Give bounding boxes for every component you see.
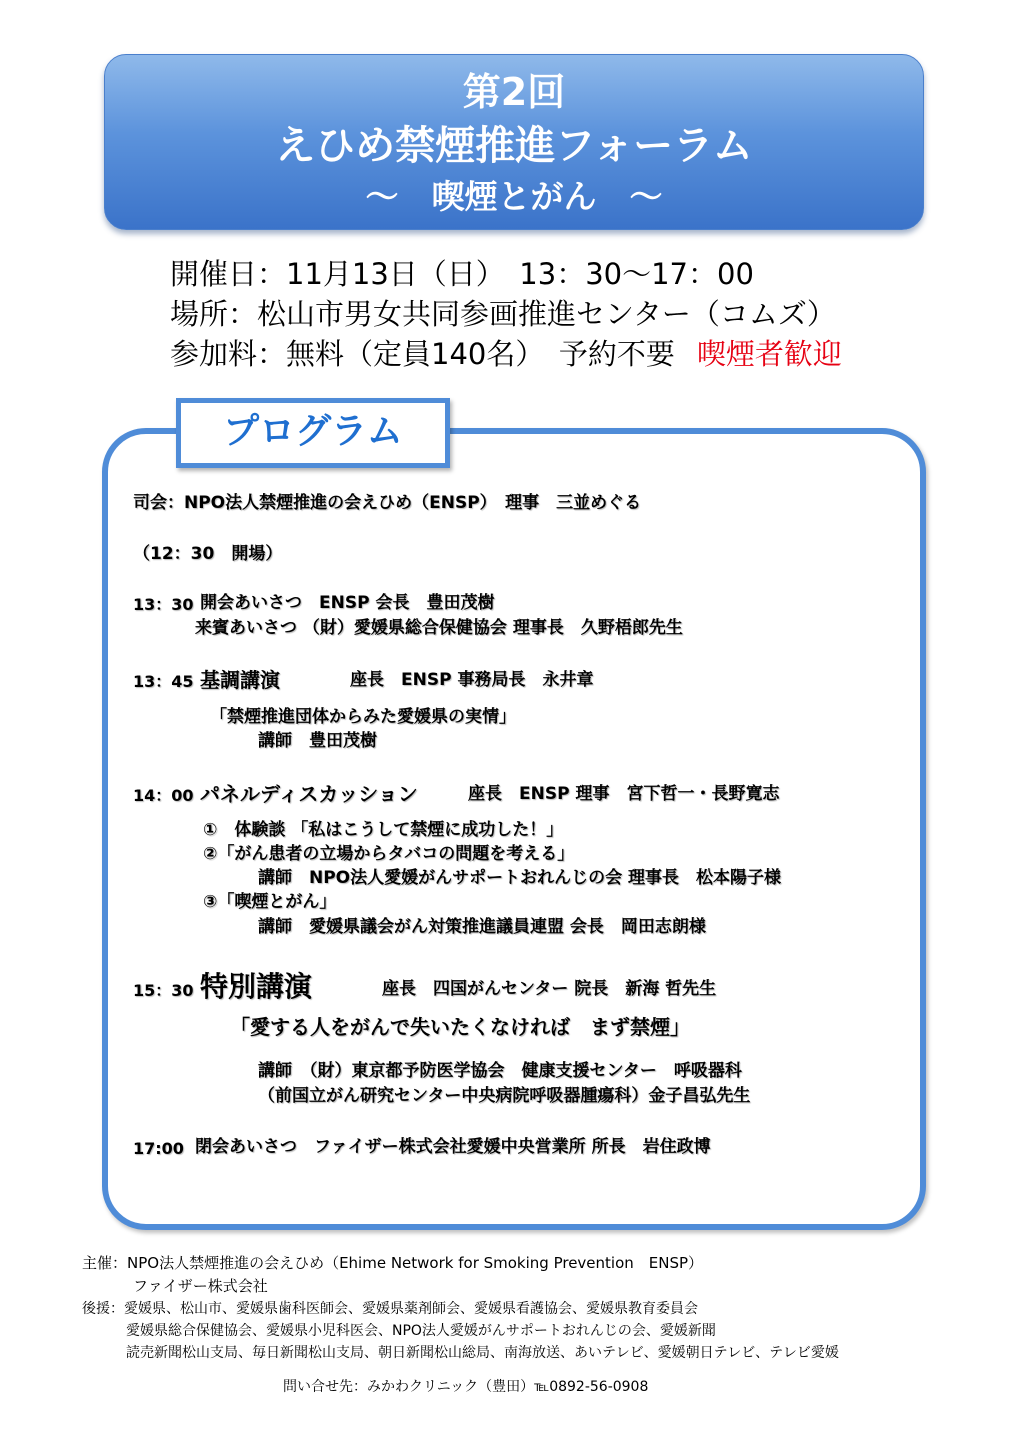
- time-1700: 17:00: [133, 1139, 184, 1158]
- time-1330: 13：30: [133, 595, 194, 614]
- fee-text: 参加料：無料（定員140名） 予約不要: [170, 337, 675, 371]
- panel-item-3: ③「喫煙とがん」: [203, 892, 337, 912]
- forum-number: 第2回: [462, 70, 566, 114]
- panel-item-2-lecturer: 講師 NPO法人愛媛がんサポートおれんじの会 理事長 松本陽子様: [258, 868, 782, 888]
- sponsor-line-1: 後援：愛媛県、松山市、愛媛県歯科医師会、愛媛県薬剤師会、愛媛県看護協会、愛媛県教育委員会: [82, 1301, 698, 1317]
- panel-chair: 座長 ENSP 理事 宮下哲一・長野寛志: [468, 784, 780, 804]
- event-fee: [170, 336, 842, 372]
- keynote-chair: 座長 ENSP 事務局長 永井章: [350, 670, 594, 690]
- closing-greeting: 閉会あいさつ ファイザー株式会社愛媛中央営業所 所長 岩住政博: [195, 1137, 711, 1157]
- forum-subtitle: ～ 喫煙とがん ～: [365, 177, 663, 216]
- guest-greeting: 来賓あいさつ （財）愛媛県総合保健協会 理事長 久野梧郎先生: [195, 618, 683, 638]
- program-open: （12：30 開場）: [133, 544, 283, 564]
- event-venue: 場所：松山市男女共同参画推進センター（コムズ）: [170, 297, 836, 331]
- special-lecture-chair: 座長 四国がんセンター 院長 新海 哲先生: [382, 979, 717, 999]
- special-lecture-lecturer-note: （前国立がん研究センター中央病院呼吸器腫瘍科）金子昌弘先生: [258, 1086, 751, 1106]
- panel-item-2: ②「がん患者の立場からタバコの問題を考える」: [203, 844, 575, 864]
- title-banner: [104, 54, 924, 230]
- smokers-welcome: 喫煙者歓迎: [696, 337, 842, 371]
- host-line-1: 主催：NPO法人禁煙推進の会えひめ（Ehime Network for Smoking Prevention ENSP）: [82, 1254, 704, 1272]
- time-1400: 14：00: [133, 786, 194, 805]
- keynote-title: 基調講演: [200, 668, 280, 692]
- opening-greeting: 開会あいさつ ENSP 会長 豊田茂樹: [200, 593, 495, 613]
- sponsor-line-2: 愛媛県総合保健協会、愛媛県小児科医会、NPO法人愛媛がんサポートおれんじの会、愛媛新聞: [126, 1323, 716, 1339]
- panel-item-1: ① 体験談 「私はこうして禁煙に成功した！」: [203, 820, 564, 840]
- event-date: 開催日：11月13日（日） 13：30〜17：00: [170, 257, 754, 291]
- program-heading: プログラム: [176, 398, 450, 468]
- panel-item-3-lecturer: 講師 愛媛県議会がん対策推進議員連盟 会長 岡田志朗様: [258, 917, 706, 937]
- special-lecture-topic: 「愛する人をがんで失いたくなければ まず禁煙」: [230, 1015, 690, 1039]
- program-mc: 司会：NPO法人禁煙推進の会えひめ（ENSP） 理事 三並めぐる: [133, 493, 642, 513]
- contact-info: 問い合せ先：みかわクリニック（豊田）℡0892-56-0908: [283, 1379, 649, 1395]
- time-1345: 13：45: [133, 672, 194, 691]
- host-line-2: ファイザー株式会社: [133, 1277, 268, 1295]
- panel-title: パネルディスカッション: [200, 782, 418, 806]
- sponsor-line-3: 読売新聞松山支局、毎日新聞松山支局、朝日新聞松山総局、南海放送、あいテレビ、愛媛朝日テレビ、テレビ愛媛: [126, 1345, 839, 1361]
- time-1530: 15：30: [133, 981, 194, 1000]
- keynote-lecturer: 講師 豊田茂樹: [258, 731, 377, 751]
- forum-title: えひめ禁煙推進フォーラム: [275, 123, 753, 169]
- special-lecture-lecturer: 講師 （財）東京都予防医学協会 健康支援センター 呼吸器科: [258, 1061, 742, 1081]
- special-lecture-title: 特別講演: [200, 970, 313, 1003]
- keynote-topic: 「禁煙推進団体からみた愛媛県の実情」: [210, 707, 516, 727]
